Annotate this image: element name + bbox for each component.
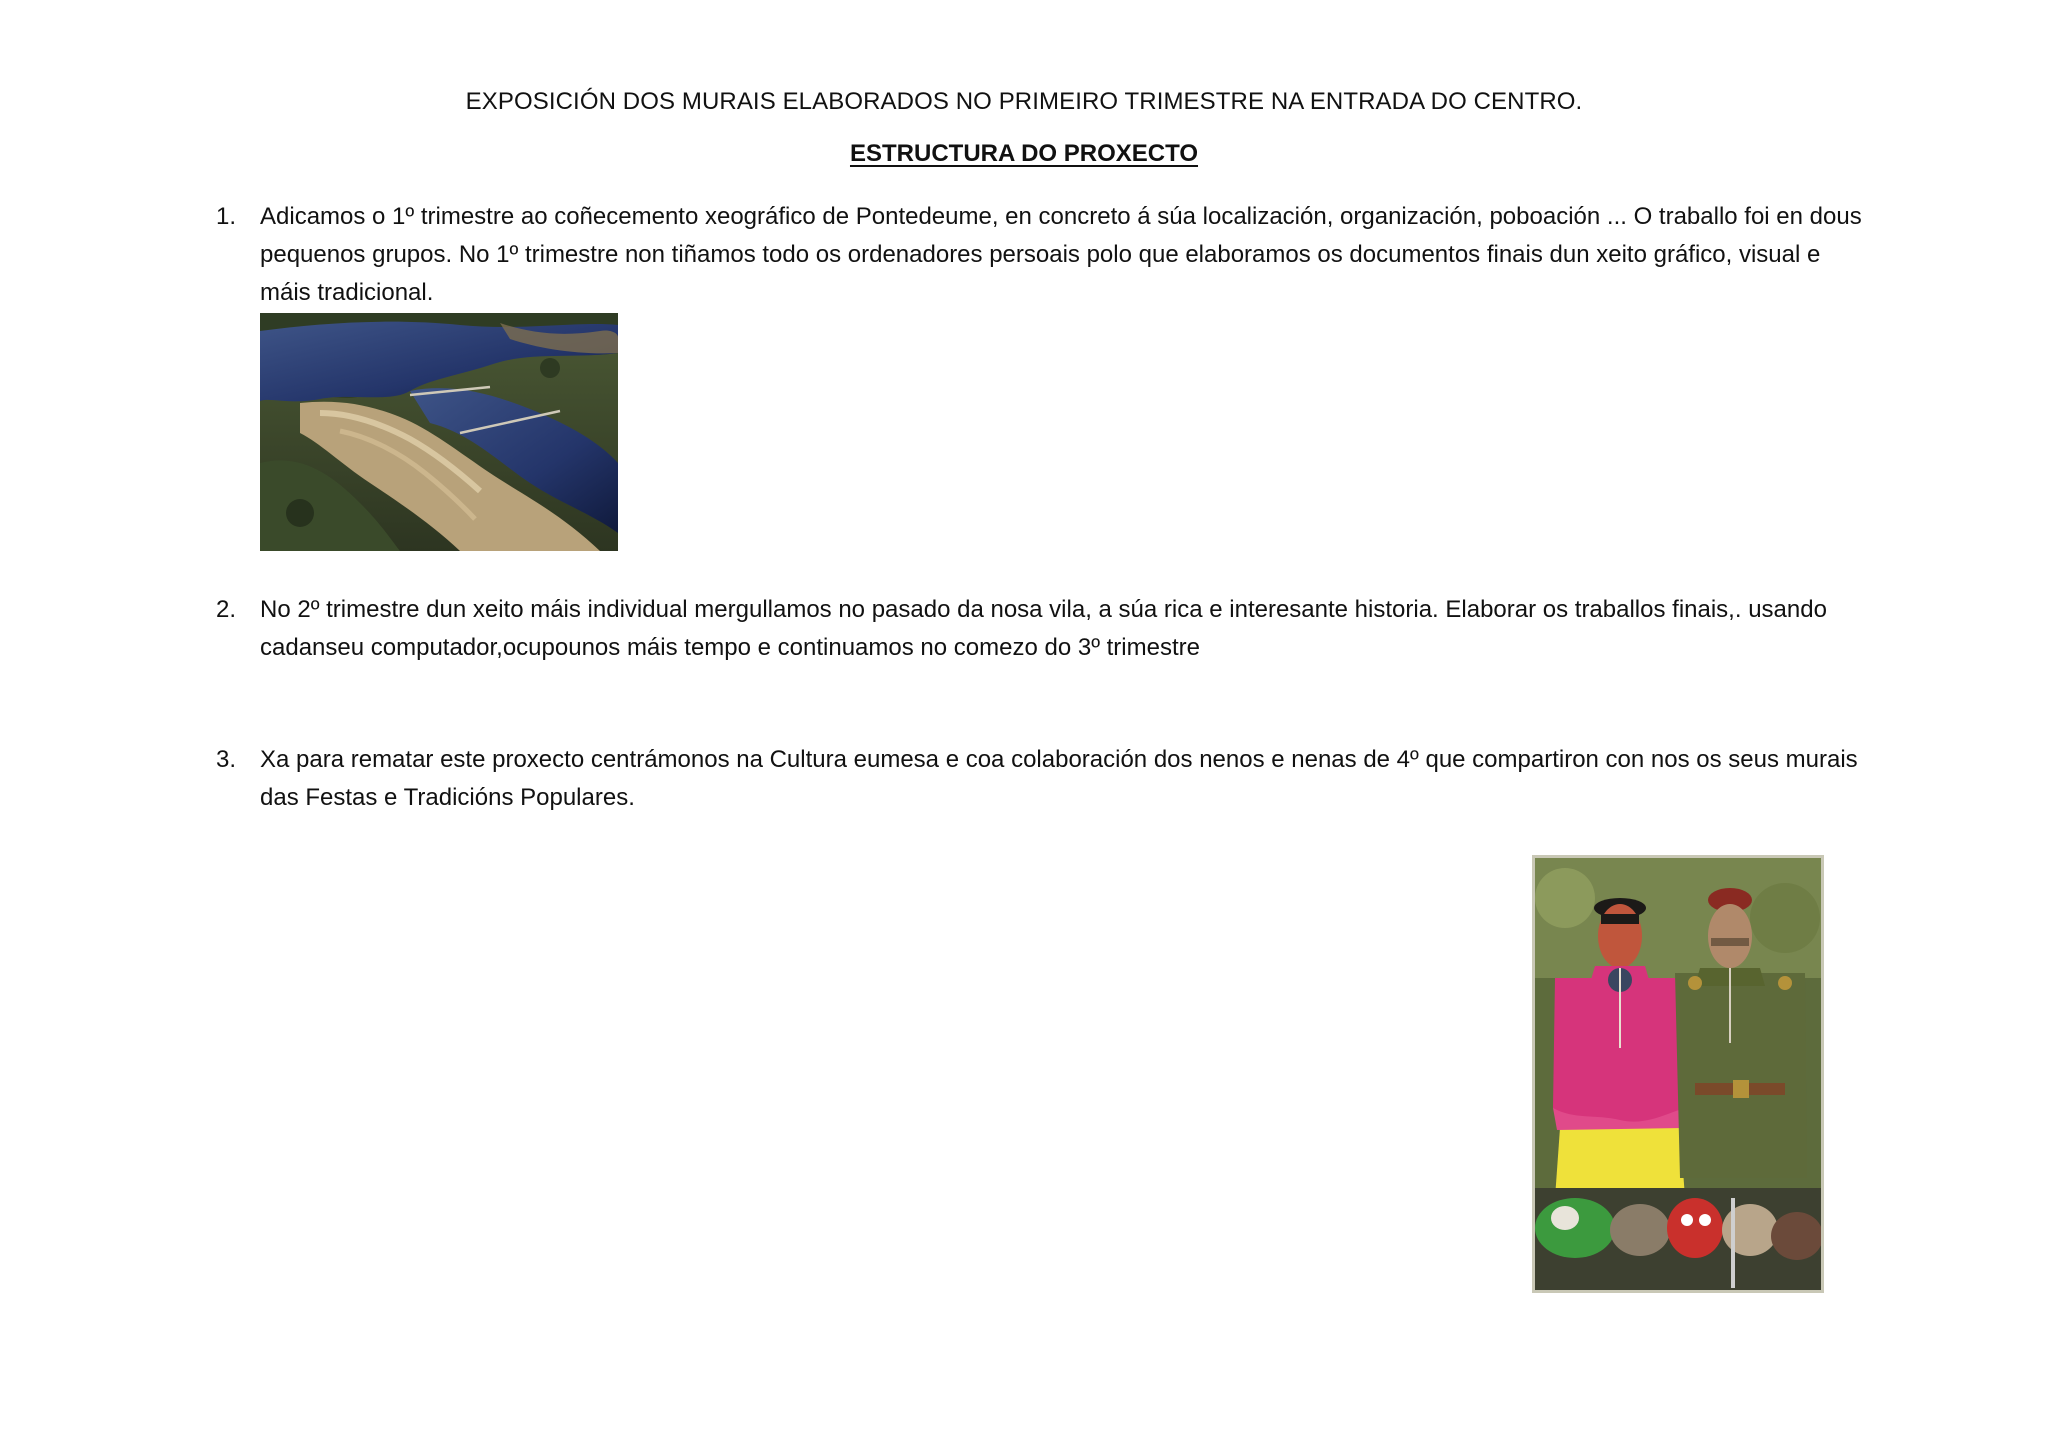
aerial-town-illustration — [260, 313, 618, 551]
aerial-town-photo — [260, 313, 618, 551]
list-item-text: No 2º trimestre dun xeito máis individual mergullamos no pasado da nosa vila, a súa rica e interesante historia. Elaborar os traballos finais,. usando cadanseu computador,ocupounos máis tempo e continuamos no comezo do 3º trimestre — [260, 596, 1827, 661]
list-item — [216, 591, 1876, 667]
festival-giants-photo — [1532, 855, 1824, 1293]
list-item-number: 1. — [216, 203, 237, 230]
list-item-text: Xa para rematar este proxecto centrámonos na Cultura eumesa e coa colaboración dos nenos e nenas de 4º que compartiron con nos os seus murais das Festas e Tradicións Populares. — [260, 746, 1858, 811]
document-title: EXPOSICIÓN DOS MURAIS ELABORADOS NO PRIMEIRO TRIMESTRE NA ENTRADA DO CENTRO. — [465, 88, 1583, 115]
list-item — [216, 198, 1876, 312]
list-item-number: 2. — [216, 596, 237, 623]
list-item-number: 3. — [216, 746, 237, 773]
festival-giants-illustration — [1535, 858, 1821, 1290]
document-subtitle: ESTRUCTURA DO PROXECTO — [849, 140, 1199, 167]
list-item — [216, 741, 1876, 817]
list-item-text: Adicamos o 1º trimestre ao coñecemento xeográfico de Pontedeume, en concreto á súa localización, organización, poboación ... O traballo foi en dous pequenos grupos. No 1º trimestre non tiñamos todo os ordenadores persoais polo que elaboramos os documentos finais dun xeito gráfico, visual e máis tradicional. — [260, 203, 1862, 306]
